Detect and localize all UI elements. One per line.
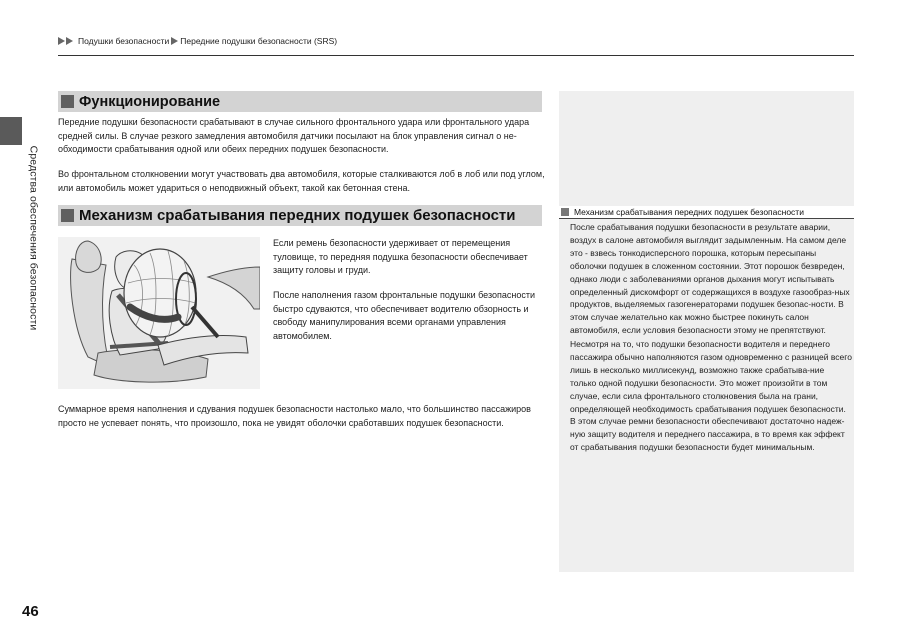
side-note-heading xyxy=(559,206,854,219)
section-title-operation: Функционирование xyxy=(79,93,221,110)
square-bullet-icon xyxy=(61,209,74,222)
header-divider xyxy=(58,55,854,56)
side-note-paragraph-1: После срабатывания подушки безопасности в результате аварии, воздух в салоне автомобиля выглядит задымленным. На самом деле это - взвесь тонкодисперсного порошка, которым пересыпаны оболочки подушек в сложенном состоянии. Этот порошок безвреден, однако люди с заболеваниями органов дыхания могут испытывать определенный дискомфорт от содержащихся в воздухе газообраз-ных продуктов, выделяемых газогенераторами подушек безопас-ности. В этом случае желательно как можно быстрее покинуть салон автомобиля, если условия безопасности этому не препятствуют. xyxy=(570,222,850,336)
arrow-right-icon xyxy=(171,37,178,45)
mechanism-paragraph-1: Если ремень безопасности удерживает от перемещения туловище, то передняя подушка безопасности обеспечивает защиту головы и груди. xyxy=(273,238,528,276)
driver-airbag-drawing xyxy=(58,237,260,389)
side-note-title: Механизм срабатывания передних подушек безопасности xyxy=(574,207,804,217)
side-note-paragraph-2: Несмотря на то, что подушки безопасности водителя и переднего пассажира обычно наполняются газом одновременно с разницей всего лишь в несколько миллисекунд, возможно также срабатыва-ние только одной подушки безопасности. Это может произойти в том случае, если сила фронтального столкновения была на грани, определяющей необходимость срабатывания подушек безопасности. В этом случае ремни безопасности обеспечивают достаточно надеж-ную защиту водителя и переднего пассажира, в то время как эффект от срабатывания подушки безопасности будет минимальным. xyxy=(570,339,852,453)
section-heading-mechanism xyxy=(58,205,542,226)
page-number: 46 xyxy=(22,603,39,620)
mechanism-paragraph-3: Суммарное время наполнения и сдувания подушек безопасности настолько мало, что большинство пассажиров просто не успевает понять, что произошло, пока не увидят оболочки сработавших подушек безопасности. xyxy=(58,404,531,428)
square-bullet-icon xyxy=(61,95,74,108)
mechanism-paragraph-2: После наполнения газом фронтальные подушки безопасности быстро сдуваются, что обеспечивает водителю обзорность и свободу манипулирования всеми органами управления автомобилем. xyxy=(273,290,536,342)
chapter-side-title xyxy=(26,146,40,330)
breadcrumb-item-front-airbags[interactable]: Передние подушки безопасности (SRS) xyxy=(180,36,338,46)
airbag-deployment-illustration xyxy=(58,237,260,389)
operation-paragraph-2: Во фронтальном столкновении могут участвовать два автомобиля, которые сталкиваются лоб в лоб или под углом, или автомобиль может удариться о неподвижный объект, такой как бетонная стена. xyxy=(58,169,545,193)
operation-paragraph-1: Передние подушки безопасности срабатывают в случае сильного фронтального удара или фронтального удара средней силы. В случае резкого замедления автомобиля датчики посылают на блок управления сигнал о не-обходимости срабатывания одной или обеих передних подушек безопасности. xyxy=(58,117,530,155)
section-title-mechanism: Механизм срабатывания передних подушек безопасности xyxy=(79,207,516,224)
note-marker-icon xyxy=(561,208,569,216)
breadcrumb-item-airbags[interactable]: Подушки безопасности xyxy=(78,36,170,46)
chapter-tab-marker xyxy=(0,117,22,145)
breadcrumb xyxy=(58,36,337,46)
double-arrow-icon xyxy=(58,37,74,45)
section-heading-operation xyxy=(58,91,542,112)
chapter-side-title-text: Средства обеспечения безопасности xyxy=(27,145,40,331)
